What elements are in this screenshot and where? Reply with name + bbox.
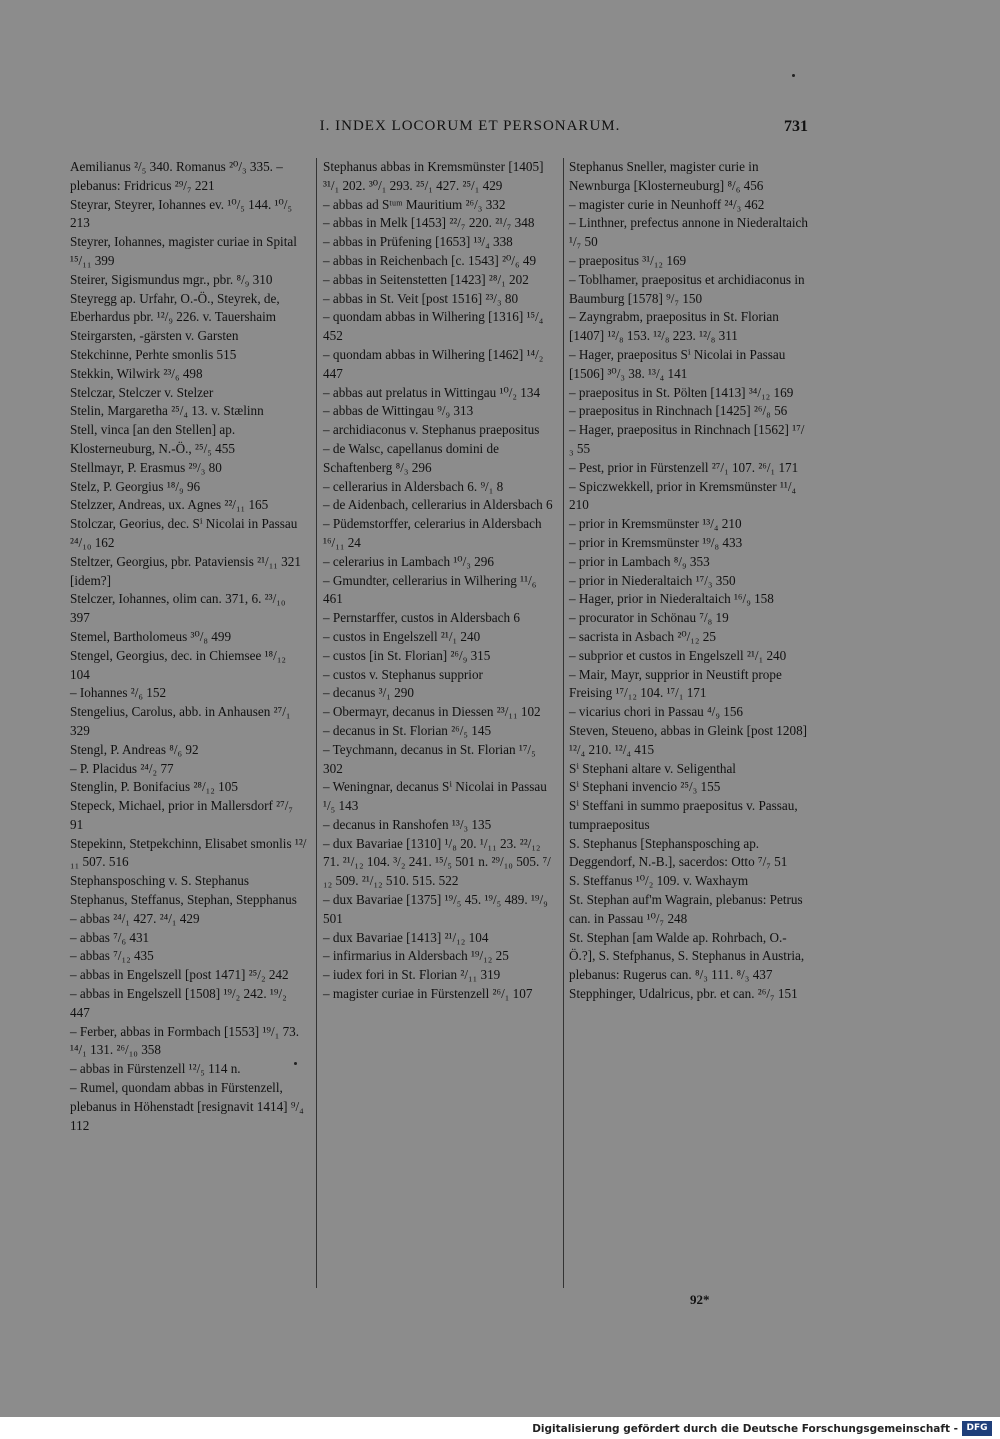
index-entry: – Gmundter, cellerarius in Wilhering ¹¹/₆ 461 (323, 572, 537, 607)
index-entry: Steyregg ap. Urfahr, O.-Ö., Steyrek, de, Eberhardus pbr. ¹²/₉ 226. v. Tauershaim (70, 290, 280, 325)
page-number: 731 (784, 118, 808, 135)
index-entry: Stelczer, Iohannes, olim can. 371, 6. ²³/₁₀ 397 (70, 591, 286, 626)
index-entry: Stepeck, Michael, prior in Mallersdorf ²⁷/₇ 91 (70, 798, 293, 832)
index-entry: Sⁱ Steffani in summo praepositus v. Passau, tumpraepositus (569, 798, 798, 832)
column-divider (563, 158, 564, 1288)
index-entry: S. Stephanus [Stephansposching ap. Deggendorf, N.-B.], sacerdos: Otto ⁷/₇ 51 (569, 835, 788, 870)
index-entry: – abbas in St. Veit [post 1516] ²³/₃ 80 (323, 290, 519, 306)
index-entry: – prior in Lambach ⁸/₉ 353 (569, 553, 710, 569)
index-entry: – prior in Kremsmünster ¹⁹/₈ 433 (569, 534, 743, 550)
index-entry: – decanus ³/₁ 290 (323, 685, 414, 701)
index-entry: – quondam abbas in Wilhering [1316] ¹⁵/₄ 452 (323, 309, 544, 344)
index-entry: St. Stephan [am Walde ap. Rohrbach, O.-Ö.?], S. Stefphanus, S. Stephanus in Austria, plebanus: Rugerus can. ⁸/₃ 111. ⁸/₃ 437 (569, 929, 805, 983)
index-entry: Stephanus Sneller, magister curie in Newnburga [Klosterneuburg] ⁸/₆ 456 (569, 159, 764, 193)
index-entry: Stelczar, Stelczer v. Stelzer (70, 384, 214, 400)
index-entry: – archidiaconus v. Stephanus praepositus (323, 422, 540, 438)
index-entry: – Teychmann, decanus in St. Florian ¹⁷/₅ 302 (323, 741, 536, 776)
index-entry: – abbas ⁷/₆ 431 (70, 929, 150, 945)
index-entry: – de Walsc, capellanus domini de Schaftenberg ⁸/₃ 296 (323, 440, 499, 475)
index-entry: – Zayngrabm, praepositus in St. Florian [1407] ¹²/₈ 153. ¹²/₈ 223. ¹²/₈ 311 (569, 309, 779, 344)
index-entry: – celerarius in Lambach ¹⁰/₃ 296 (323, 553, 494, 569)
index-entry: Stengelius, Carolus, abb. in Anhausen ²⁷/₁ 329 (70, 704, 291, 738)
index-entry: – abbas ²⁴/₁ 427. ²⁴/₁ 429 (70, 910, 200, 926)
index-entry: – de Aidenbach, cellerarius in Aldersbach 6 (323, 497, 553, 513)
index-entry: Steven, Steueno, abbas in Gleink [post 1208] ¹²/₄ 210. ¹²/₄ 415 (569, 722, 808, 757)
index-entry: Stekchinne, Perhte smonlis 515 (70, 346, 237, 362)
index-entry: Stemel, Bartholomeus ³⁰/₈ 499 (70, 628, 232, 644)
index-entry: – abbas in Engelszell [1508] ¹⁹/₂ 242. ¹⁹/₂ 447 (70, 986, 287, 1020)
index-entry: – prior in Kremsmünster ¹³/₄ 210 (569, 516, 742, 532)
index-entry: – magister curie in Neunhoff ²⁴/₃ 462 (569, 196, 765, 212)
index-entry: – Weningnar, decanus Sⁱ Nicolai in Passau ¹/₅ 143 (323, 779, 547, 814)
column-divider (316, 158, 317, 1288)
index-entry: Steirgarsten, -gärsten v. Garsten (70, 328, 239, 344)
index-entry: Stengl, P. Andreas ⁸/₆ 92 (70, 741, 199, 757)
index-entry: – quondam abbas in Wilhering [1462] ¹⁴/₂ 447 (323, 346, 544, 381)
index-entry: – abbas in Seitenstetten [1423] ²⁸/₁ 202 (323, 271, 529, 287)
index-entry: – abbas ad Sᵗᵘᵐ Mauritium ²⁶/₃ 332 (323, 196, 506, 212)
index-entry: – Hager, praepositus in Rinchnach [1562] ¹⁷/₃ 55 (569, 422, 805, 456)
index-entry: Stelz, P. Georgius ¹⁸/₉ 96 (70, 478, 201, 494)
index-entry: Stephanus, Steffanus, Stephan, Stepphanus (70, 892, 297, 908)
index-entry: – abbas in Fürstenzell ¹²/₅ 114 n. (70, 1061, 241, 1077)
index-entry: – dux Bavariae [1310] ¹/₈ 20. ¹/₁₁ 23. ²²/₁₂ 71. ²¹/₁₂ 104. ³/₂ 241. ¹⁵/₅ 501 n. ²⁹/₁₀ 505. ⁷/₁₂ 509. ²¹/₁₂ 510. 515. 522 (323, 835, 551, 889)
index-entry: – praepositus in St. Pölten [1413] ³⁴/₁₂ 169 (569, 384, 794, 400)
index-entry: Stephanus abbas in Kremsmünster [1405] ³¹/₁ 202. ³⁰/₁ 293. ²⁵/₁ 427. ²⁵/₁ 429 (323, 159, 544, 193)
index-entry: – custos [in St. Florian] ²⁶/₉ 315 (323, 647, 491, 663)
digitization-footer (0, 1417, 1000, 1439)
index-entry: – abbas in Prüfening [1653] ¹³/₄ 338 (323, 234, 513, 250)
index-entry: – abbas ⁷/₁₂ 435 (70, 948, 154, 964)
index-entry: Stekkin, Wilwirk ²³/₆ 498 (70, 365, 203, 381)
scan-speck (294, 1062, 297, 1065)
index-entry: Aemilianus ²/₅ 340. Romanus ²⁰/₃ 335. – plebanus: Fridricus ²⁹/₇ 221 (70, 159, 283, 193)
index-column-2 (323, 158, 557, 1004)
index-entry: – abbas in Reichenbach [c. 1543] ²⁰/₆ 49 (323, 252, 537, 268)
index-entry: – cellerarius in Aldersbach 6. ⁹/₁ 8 (323, 478, 504, 494)
index-entry: – praepositus ³¹/₁₂ 169 (569, 252, 687, 268)
index-entry: S. Steffanus ¹⁰/₂ 109. v. Waxhaym (569, 873, 749, 889)
index-entry: – praepositus in Rinchnach [1425] ²⁶/₈ 56 (569, 403, 788, 419)
index-entry: Stolczar, Georius, dec. Sⁱ Nicolai in Passau ²⁴/₁₀ 162 (70, 516, 298, 550)
index-entry: – abbas de Wittingau ⁹/₉ 313 (323, 403, 474, 419)
index-entry: – procurator in Schönau ⁷/₈ 19 (569, 610, 729, 626)
index-entry: – Hager, prior in Niederaltaich ¹⁶/₉ 158 (569, 591, 774, 607)
index-entry: – Pest, prior in Fürstenzell ²⁷/₁ 107. ²⁶/₁ 171 (569, 459, 799, 475)
index-entry: Stelin, Margaretha ²⁵/₄ 13. v. Stælinn (70, 403, 264, 419)
index-entry: – iudex fori in St. Florian ²/₁₁ 319 (323, 967, 501, 983)
index-entry: – abbas in Engelszell [post 1471] ²⁵/₂ 242 (70, 967, 289, 983)
index-entry: – sacrista in Asbach ²⁰/₁₂ 25 (569, 628, 716, 644)
index-entry: St. Stephan auf'm Wagrain, plebanus: Petrus can. in Passau ¹⁰/₇ 248 (569, 892, 803, 926)
index-entry: – subprior et custos in Engelszell ²¹/₁ 240 (569, 647, 787, 663)
index-entry: – Linthner, prefectus annone in Niederaltaich ¹/₇ 50 (569, 215, 808, 250)
index-entry: Stepekinn, Stetpekchinn, Elisabet smonlis ¹²/₁₁ 507. 516 (70, 835, 307, 870)
scan-speck (792, 74, 795, 77)
index-entry: – Ferber, abbas in Formbach [1553] ¹⁹/₁ 73. ¹⁴/₁ 131. ²⁶/₁₀ 358 (70, 1023, 300, 1058)
index-entry: Sⁱ Stephani altare v. Seligenthal (569, 760, 736, 776)
index-entry: – magister curiae in Fürstenzell ²⁶/₁ 107 (323, 986, 533, 1002)
index-entry: Stenglin, P. Bonifacius ²⁸/₁₂ 105 (70, 779, 238, 795)
index-entry: Steirer, Sigismundus mgr., pbr. ⁸/₉ 310 (70, 271, 273, 287)
signature-mark: 92* (690, 1292, 710, 1307)
index-entry: – Obermayr, decanus in Diessen ²³/₁₁ 102 (323, 704, 541, 720)
index-entry: – decanus in St. Florian ²⁶/₅ 145 (323, 722, 492, 738)
index-entry: Sⁱ Stephani invencio ²⁵/₃ 155 (569, 779, 721, 795)
index-entry: – Spiczwekkell, prior in Kremsmünster ¹¹/₄ 210 (569, 478, 797, 513)
index-entry: Stepphinger, Udalricus, pbr. et can. ²⁶/₇ 151 (569, 986, 798, 1002)
index-entry: Stelzzer, Andreas, ux. Agnes ²²/₁₁ 165 (70, 497, 269, 513)
index-entry: Stengel, Georgius, dec. in Chiemsee ¹⁸/₁₂ 104 (70, 647, 287, 682)
index-column-1 (70, 158, 308, 1135)
index-entry: Steyrer, Iohannes, magister curiae in Spital ¹⁵/₁₁ 399 (70, 234, 297, 268)
index-column-3 (569, 158, 809, 1004)
index-entry: – P. Placidus ²⁴/₂ 77 (70, 760, 174, 776)
index-entry: – Pernstarffer, custos in Aldersbach 6 (323, 610, 520, 626)
index-entry: – Toblhamer, praepositus et archidiaconus in Baumburg [1578] ⁹/₇ 150 (569, 271, 805, 306)
index-entry: – prior in Niederaltaich ¹⁷/₃ 350 (569, 572, 736, 588)
index-entry: – custos in Engelszell ²¹/₁ 240 (323, 628, 481, 644)
running-title: I. INDEX LOCORUM ET PERSONARUM. (319, 118, 621, 134)
index-entry: – Mair, Mayr, supprior in Neustift prope Freising ¹⁷/₁₂ 104. ¹⁷/₁ 171 (569, 666, 782, 701)
index-entry: Steyrar, Steyrer, Iohannes ev. ¹⁰/₅ 144. ¹⁰/₅ 213 (70, 196, 293, 231)
index-entry: – abbas in Melk [1453] ²²/₇ 220. ²¹/₇ 348 (323, 215, 535, 231)
index-entry: Stellmayr, P. Erasmus ²⁹/₃ 80 (70, 459, 222, 475)
index-entry: – Rumel, quondam abbas in Fürstenzell, plebanus in Höhenstadt [resignavit 1414] ⁹/₄ 112 (70, 1080, 304, 1133)
index-entry: – decanus in Ranshofen ¹³/₃ 135 (323, 816, 492, 832)
index-entry: – custos v. Stephanus supprior (323, 666, 483, 682)
index-entry: – Iohannes ²/₆ 152 (70, 685, 167, 701)
index-entry: – infirmarius in Aldersbach ¹⁹/₁₂ 25 (323, 948, 509, 964)
index-entry: – Püdemstorffer, celerarius in Aldersbach ¹⁶/₁₁ 24 (323, 516, 542, 550)
funding-note: Digitalisierung gefördert durch die Deutsche Forschungsgemeinschaft - (532, 1423, 958, 1435)
index-entry: – abbas aut prelatus in Wittingau ¹⁰/₂ 134 (323, 384, 541, 400)
dfg-logo: DFG (962, 1421, 992, 1436)
index-entry: Steltzer, Georgius, pbr. Pataviensis ²¹/₁₁ 321 [idem?] (70, 553, 301, 588)
index-entry: – vicarius chori in Passau ⁴/₉ 156 (569, 704, 744, 720)
index-entry: – dux Bavariae [1375] ¹⁹/₅ 45. ¹⁹/₅ 489. ¹⁹/₉ 501 (323, 892, 548, 926)
index-entry: – Hager, praepositus Sⁱ Nicolai in Passau [1506] ³⁰/₃ 38. ¹³/₄ 141 (569, 346, 786, 381)
index-entry: Stell, vinca [an den Stellen] ap. Klosterneuburg, N.-Ö., ²⁵/₅ 455 (70, 422, 236, 456)
index-entry: – dux Bavariae [1413] ²¹/₁₂ 104 (323, 929, 489, 945)
index-entry: Stephansposching v. S. Stephanus (70, 873, 250, 889)
